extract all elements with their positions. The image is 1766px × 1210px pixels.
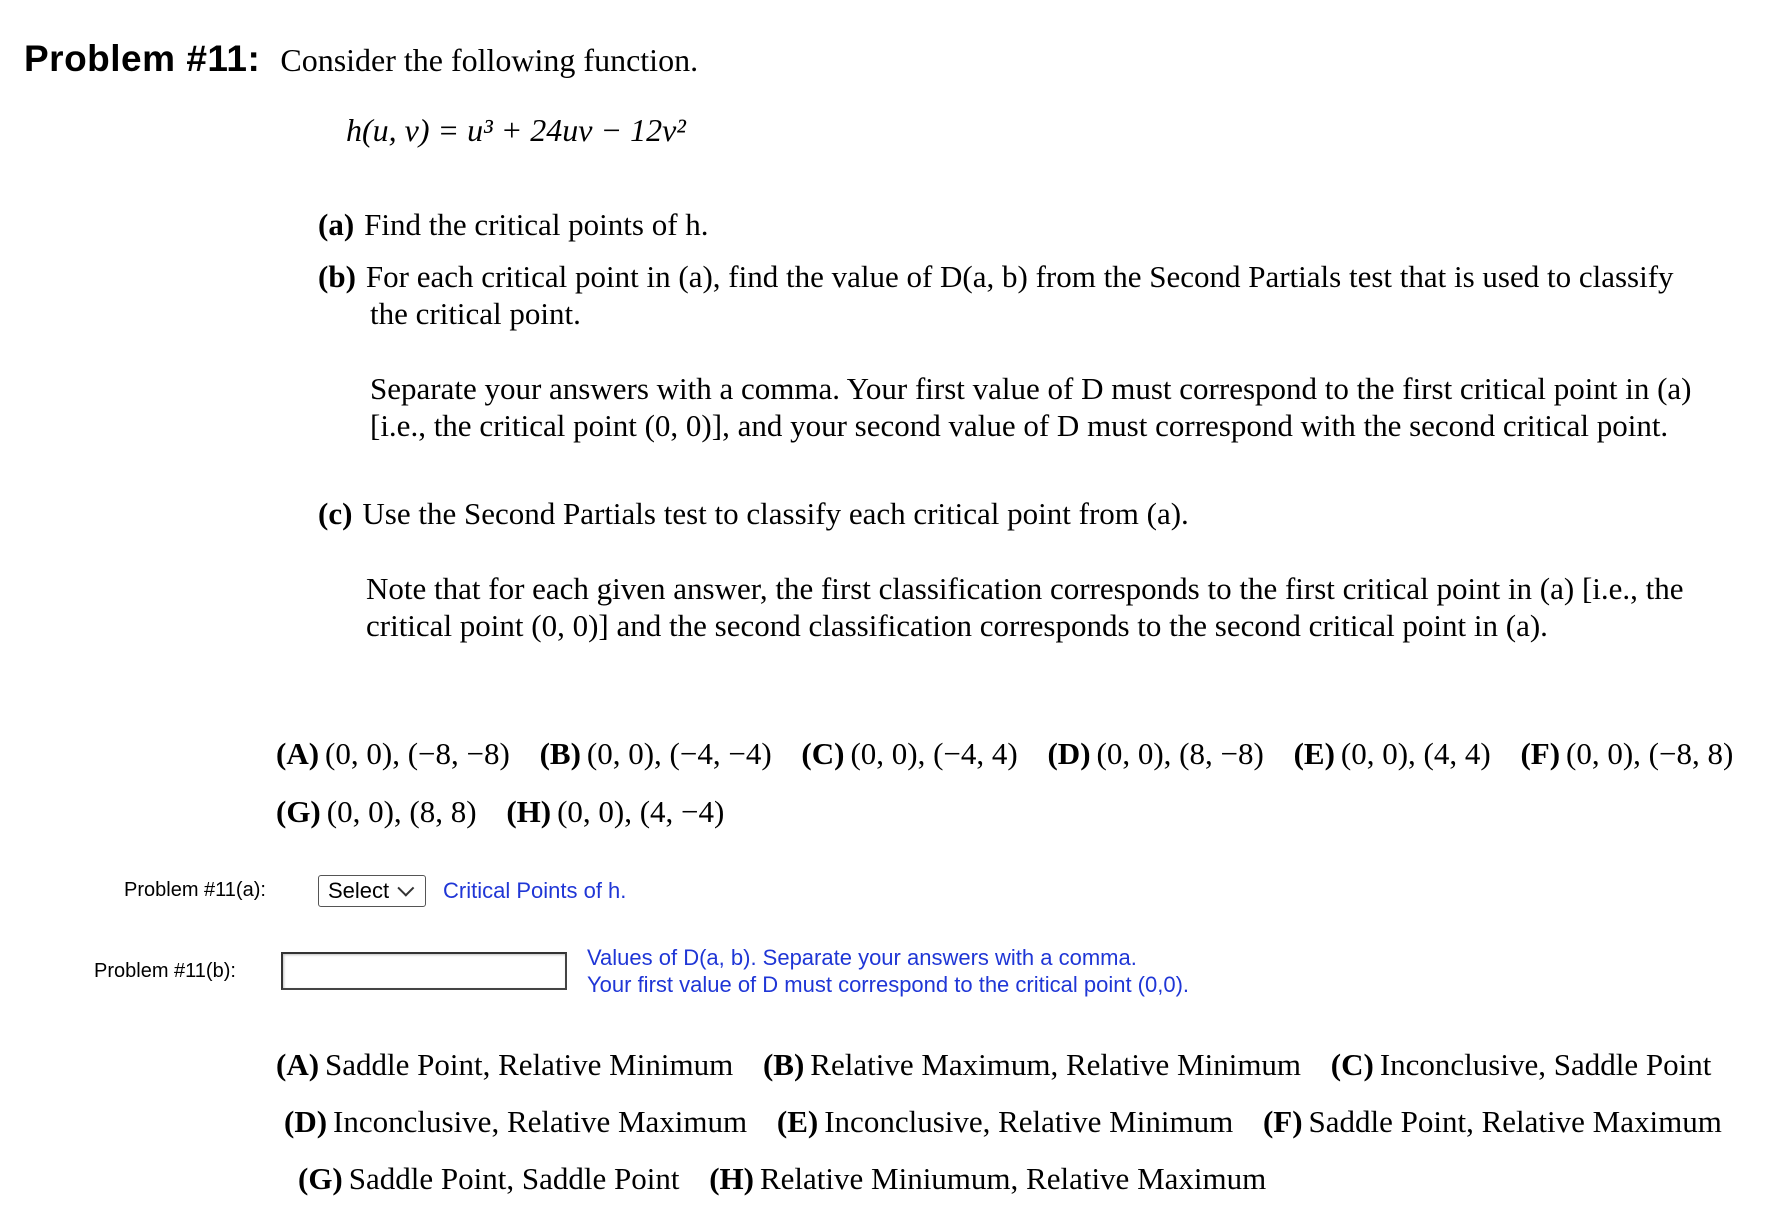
answer-b-hint2: Your first value of D must correspond to the critical point (0,0).	[587, 972, 1190, 997]
point-option-f: (F) (0, 0), (−8, 8)	[1520, 736, 1734, 771]
part-b-note1: Separate your answers with a comma. Your first value of D must correspond to the first critical point in (a)	[370, 371, 1692, 406]
point-option-b: (B) (0, 0), (−4, −4)	[539, 736, 772, 771]
class-option-d: (D) Inconclusive, Relative Maximum	[284, 1104, 748, 1139]
point-options-row2	[276, 794, 746, 830]
part-a-text: Find the critical points of h.	[364, 207, 709, 242]
problem-header	[24, 38, 698, 80]
part-a	[318, 206, 709, 244]
function-formula	[346, 112, 686, 149]
class-options-row2	[284, 1104, 1722, 1140]
point-option-a: (A) (0, 0), (−8, −8)	[276, 736, 510, 771]
answer-a-label: Problem #11(a):	[124, 879, 266, 901]
d-values-input[interactable]	[281, 952, 567, 990]
part-c-note2: critical point (0, 0)] and the second classification corresponds to the second critical point in (a).	[366, 608, 1548, 643]
answer-b-label: Problem #11(b):	[94, 960, 236, 982]
part-c-text: Use the Second Partials test to classify each critical point from (a).	[362, 496, 1189, 531]
part-b-note2: [i.e., the critical point (0, 0)], and your second value of D must correspond with the second critical point.	[370, 408, 1669, 443]
class-option-a: (A) Saddle Point, Relative Minimum	[276, 1047, 734, 1082]
class-options-row1	[276, 1047, 1711, 1083]
point-option-d: (D) (0, 0), (8, −8)	[1047, 736, 1264, 771]
class-option-c: (C) Inconclusive, Saddle Point	[1330, 1047, 1712, 1082]
chevron-down-icon	[397, 880, 414, 897]
class-option-f: (F) Saddle Point, Relative Maximum	[1262, 1104, 1722, 1139]
part-c-label: (c)	[318, 496, 353, 531]
class-option-b: (B) Relative Maximum, Relative Minimum	[762, 1047, 1302, 1082]
point-option-e: (E) (0, 0), (4, 4)	[1293, 736, 1491, 771]
critical-points-select[interactable]	[318, 875, 426, 907]
answer-a-hint-text: Critical Points of h.	[443, 878, 627, 903]
part-a-label: (a)	[318, 207, 355, 242]
part-b-line1: For each critical point in (a), find the value of D(a, b) from the Second Partials test that is used to classify	[365, 259, 1674, 294]
formula-text: h(u, v) = u³ + 24uv − 12v²	[346, 112, 686, 148]
point-options-row1	[276, 736, 1733, 772]
answer-a-hint	[443, 877, 626, 905]
part-c	[318, 495, 1189, 533]
problem-intro: Consider the following function.	[280, 42, 699, 78]
point-option-c: (C) (0, 0), (−4, 4)	[801, 736, 1018, 771]
answer-b-hint1: Values of D(a, b). Separate your answers with a comma.	[587, 945, 1137, 970]
class-option-h: (H) Relative Miniumum, Relative Maximum	[709, 1161, 1267, 1196]
class-option-e: (E) Inconclusive, Relative Minimum	[776, 1104, 1234, 1139]
point-option-g: (G) (0, 0), (8, 8)	[276, 794, 477, 829]
part-b-line2: the critical point.	[370, 296, 581, 331]
class-option-g: (G) Saddle Point, Saddle Point	[298, 1161, 680, 1196]
part-b-label: (b)	[318, 259, 356, 294]
class-options-row3	[298, 1161, 1288, 1197]
problem-label: Problem #11:	[24, 38, 261, 79]
select-value: Select	[328, 878, 390, 903]
point-option-h: (H) (0, 0), (4, −4)	[506, 794, 725, 829]
part-b	[318, 258, 1674, 296]
part-c-note1: Note that for each given answer, the first classification corresponds to the first critical point in (a) [i.e., the	[366, 571, 1684, 606]
